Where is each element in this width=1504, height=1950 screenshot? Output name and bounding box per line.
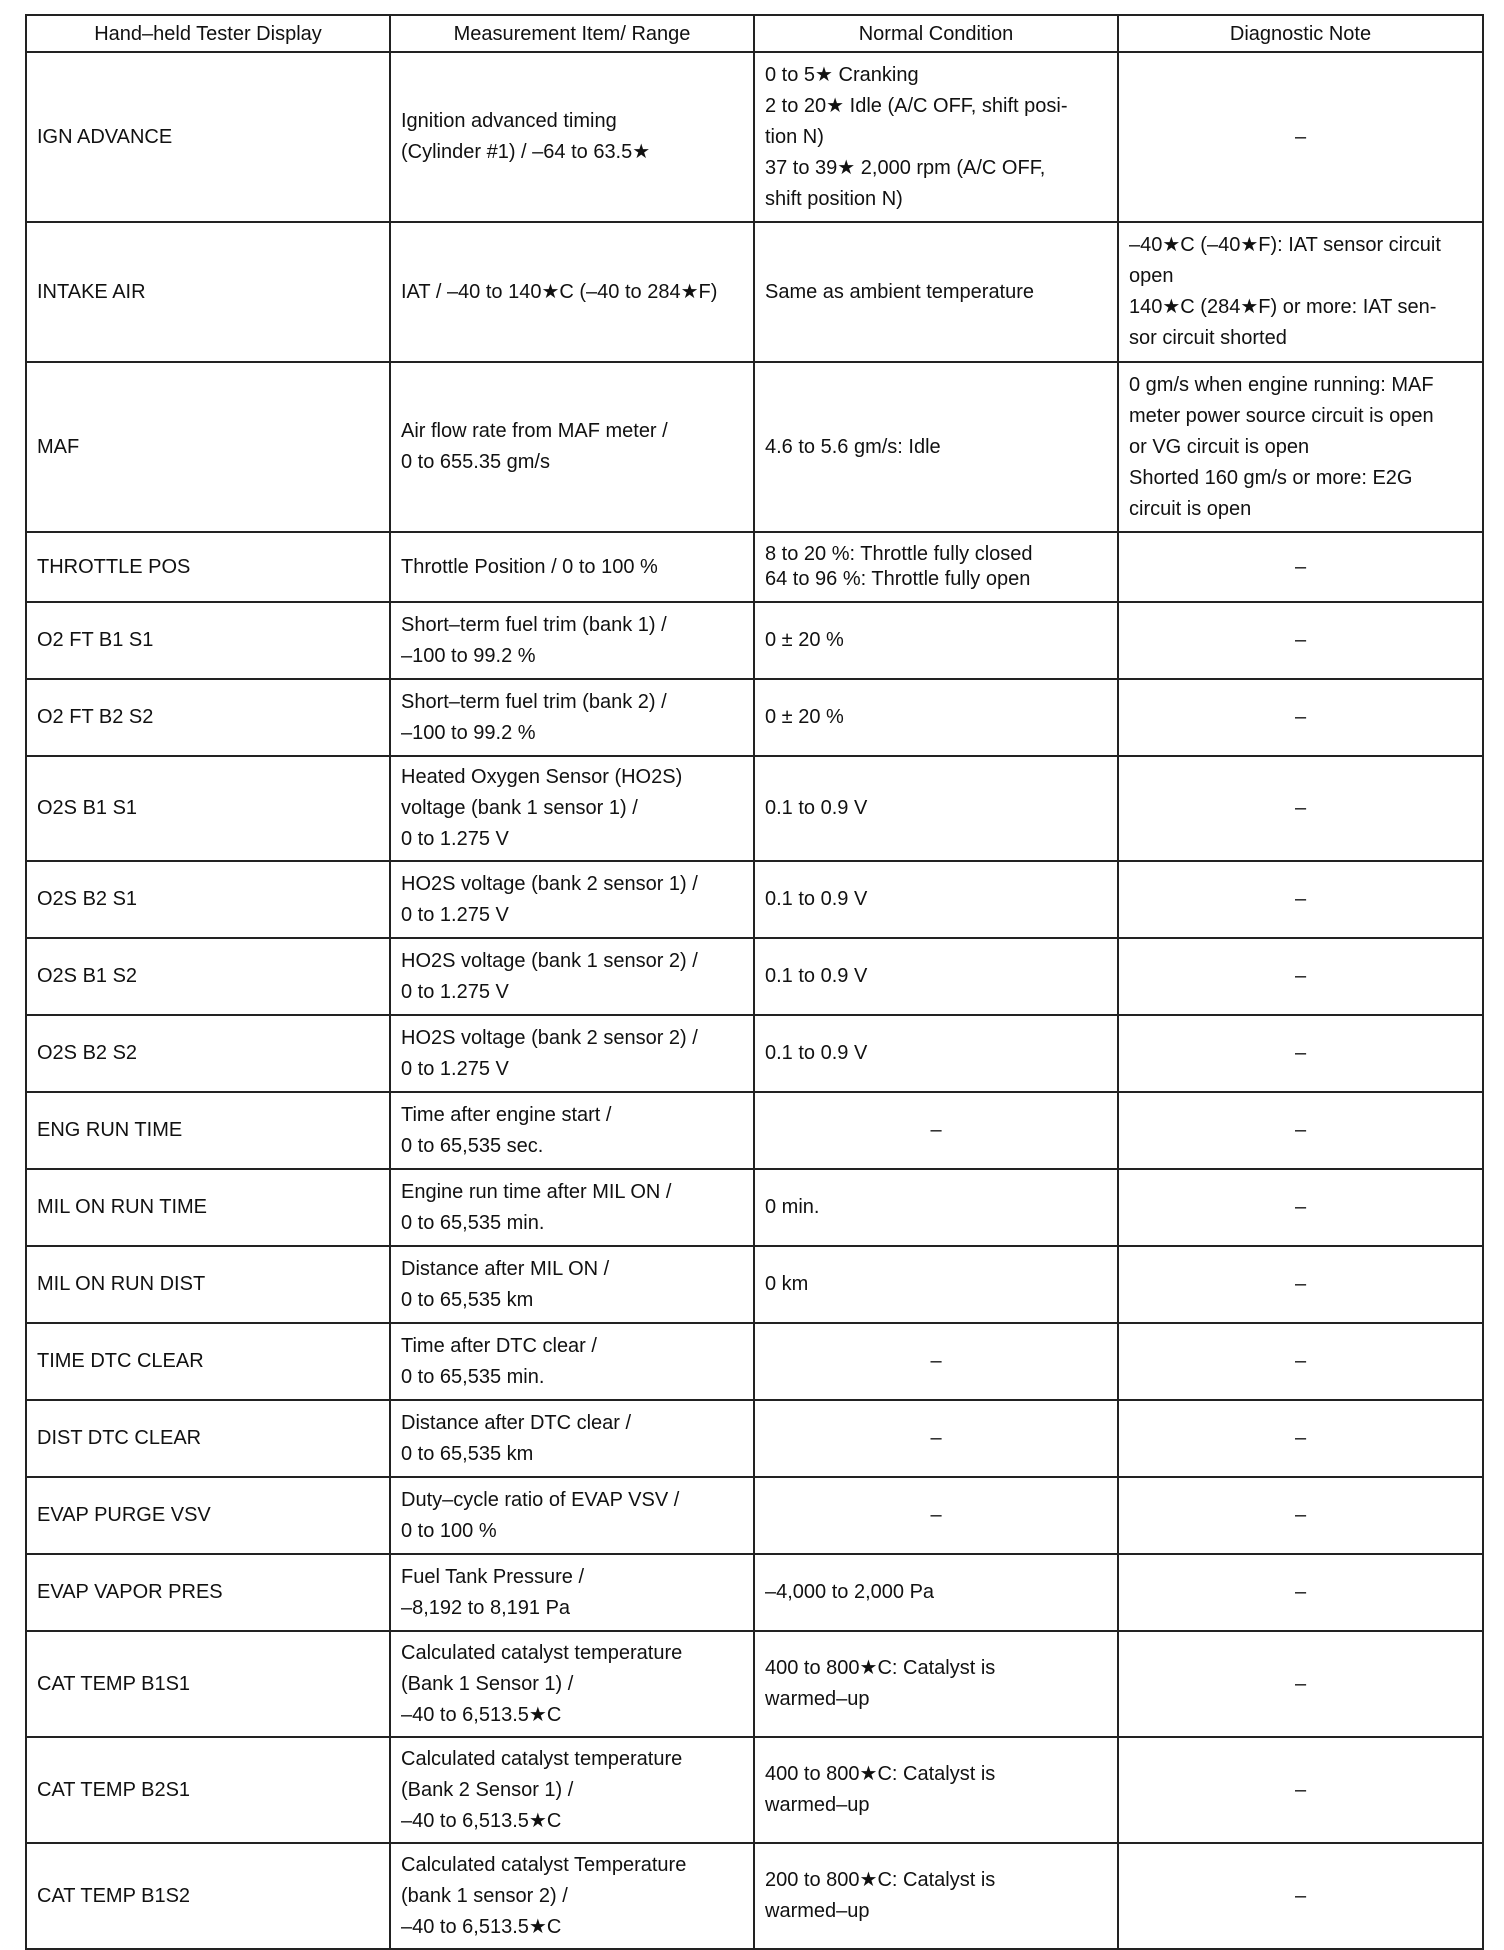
measurement-item-cell [390,1843,754,1949]
table-row [26,602,1483,679]
cell-text-line: – [1294,1884,1307,1907]
cell-text-line: INTAKE AIR [37,280,146,303]
cell-text-line: –40★C (–40★F): IAT sensor circuit [1129,234,1441,256]
tester-display-cell [26,756,390,861]
table-row [26,1246,1483,1323]
cell-text-line: warmed–up [765,1794,870,1816]
diagnostic-note-cell [1118,1631,1483,1737]
cell-text-line: Time after engine start / [401,1103,612,1126]
cell-text-line: 8 to 20 %: Throttle fully closed [765,543,1033,565]
cell-text-line: 2 to 20★ Idle (A/C OFF, shift posi- [765,94,1068,117]
cell-text-line: 0.1 to 0.9 V [765,797,868,819]
tester-display-cell [26,1631,390,1737]
normal-condition-cell [754,1323,1118,1400]
cell-text-line: 0 to 1.275 V [401,1057,509,1080]
diagnostic-note-cell [1118,861,1483,938]
table-row [26,1169,1483,1246]
cell-text-line: Calculated catalyst Temperature [401,1853,687,1876]
cell-text-line: Fuel Tank Pressure / [401,1565,585,1588]
cell-text-line: DIST DTC CLEAR [37,1427,202,1449]
cell-text-line: – [930,1504,942,1526]
cell-text-line: 0 ± 20 % [765,629,844,651]
normal-condition-cell [754,1843,1118,1949]
measurement-item-cell [390,1246,754,1323]
cell-text-line: HO2S voltage (bank 2 sensor 1) / [401,872,698,895]
cell-text-line: 0 to 1.275 V [401,903,509,926]
cell-text-line: tion N) [765,125,824,148]
cell-text-line: – [1294,706,1307,728]
cell-text-line: 0.1 to 0.9 V [765,888,868,910]
normal-condition-cell [754,938,1118,1015]
cell-text-line: – [1294,1672,1307,1695]
cell-text-line: 0 to 65,535 km [401,1288,534,1311]
measurement-item-cell [390,1737,754,1843]
cell-text-line: Short–term fuel trim (bank 2) / [401,690,667,713]
cell-text-line: O2S B2 S1 [37,888,138,910]
table-row [26,938,1483,1015]
cell-text-line: – [1294,1778,1307,1801]
cell-text-line: – [1294,797,1307,819]
cell-text-line: 0.1 to 0.9 V [765,965,868,987]
cell-text-line: Time after DTC clear / [401,1334,597,1357]
tester-display-cell [26,1092,390,1169]
cell-text-line: Air flow rate from MAF meter / [401,420,668,442]
data-list-sheet [25,14,1482,1950]
table-row [26,1477,1483,1554]
cell-text-line: MAF [37,435,80,458]
normal-condition-cell [754,1246,1118,1323]
table-header [26,15,1483,52]
measurement-item-cell [390,602,754,679]
cell-text-line: (Cylinder #1) / –64 to 63.5★ [401,141,651,163]
cell-text-line: –8,192 to 8,191 Pa [401,1596,571,1619]
cell-text-line: – [1294,555,1307,578]
cell-text-line: (Bank 2 Sensor 1) / [401,1778,574,1801]
table-row [26,1400,1483,1477]
tester-display-cell [26,861,390,938]
tester-display-cell [26,1843,390,1949]
tester-display-cell [26,1737,390,1843]
diagnostic-note-cell [1118,362,1483,532]
cell-text-line: 0 to 1.275 V [401,828,509,850]
table-row [26,1554,1483,1631]
diagnostic-note-cell [1118,52,1483,222]
measurement-item-cell [390,222,754,362]
normal-condition-cell [754,679,1118,756]
tester-display-cell [26,1554,390,1631]
normal-condition-cell [754,602,1118,679]
cell-text-line: – [930,1119,942,1141]
cell-text-line: (bank 1 sensor 2) / [401,1884,568,1907]
cell-text-line: – [1294,629,1307,651]
measurement-item-cell [390,532,754,602]
data-list-table [25,14,1484,1950]
cell-text-line: – [1294,1042,1307,1064]
cell-text-line: O2S B1 S1 [37,797,138,819]
normal-condition-cell [754,222,1118,362]
measurement-item-cell [390,1400,754,1477]
cell-text-line: 400 to 800★C: Catalyst is [765,1657,996,1679]
cell-text-line: 0 to 100 % [401,1519,497,1542]
cell-text-line: Short–term fuel trim (bank 1) / [401,613,667,636]
cell-text-line: O2S B2 S2 [37,1042,138,1064]
normal-condition-cell [754,1015,1118,1092]
cell-text-line: voltage (bank 1 sensor 1) / [401,797,638,819]
measurement-item-cell [390,1631,754,1737]
measurement-item-cell [390,1554,754,1631]
cell-text-line: Throttle Position / 0 to 100 % [401,555,658,578]
cell-text-line: CAT TEMP B1S2 [37,1884,191,1907]
cell-text-line: 0 to 65,535 min. [401,1365,545,1388]
diagnostic-note-cell [1118,1477,1483,1554]
cell-text-line: O2 FT B2 S2 [37,706,154,728]
diagnostic-note-cell [1118,1843,1483,1949]
cell-text-line: – [1294,1581,1307,1603]
cell-text-line: – [1294,1196,1307,1218]
table-row [26,1737,1483,1843]
cell-text-line: – [930,1350,942,1372]
cell-text-line: –100 to 99.2 % [401,721,536,744]
diagnostic-note-cell [1118,1246,1483,1323]
table-row [26,1015,1483,1092]
cell-text-line: MIL ON RUN DIST [37,1273,206,1295]
header-measurement-item: Measurement Item/ Range [390,15,754,52]
header-diagnostic-note: Diagnostic Note [1118,15,1483,52]
table-row [26,1323,1483,1400]
diagnostic-note-cell [1118,532,1483,602]
cell-text-line: EVAP PURGE VSV [37,1504,211,1526]
cell-text-line: IAT / –40 to 140★C (–40 to 284★F) [401,280,718,303]
cell-text-line: –4,000 to 2,000 Pa [765,1581,935,1603]
tester-display-cell [26,52,390,222]
cell-text-line: Same as ambient temperature [765,280,1035,303]
cell-text-line: Shorted 160 gm/s or more: E2G [1129,466,1413,489]
cell-text-line: Distance after MIL ON / [401,1257,610,1280]
cell-text-line: warmed–up [765,1688,870,1710]
cell-text-line: Calculated catalyst temperature [401,1641,683,1664]
diagnostic-note-cell [1118,1169,1483,1246]
cell-text-line: 4.6 to 5.6 gm/s: Idle [765,435,941,458]
cell-text-line: 200 to 800★C: Catalyst is [765,1869,996,1891]
diagnostic-note-cell [1118,1323,1483,1400]
cell-text-line: 64 to 96 %: Throttle fully open [765,568,1031,590]
normal-condition-cell [754,1400,1118,1477]
diagnostic-note-cell [1118,1092,1483,1169]
cell-text-line: ENG RUN TIME [37,1119,183,1141]
header-tester-display: Hand–held Tester Display [26,15,390,52]
cell-text-line: HO2S voltage (bank 1 sensor 2) / [401,949,698,972]
normal-condition-cell [754,362,1118,532]
table-body [26,52,1483,1949]
measurement-item-cell [390,679,754,756]
table-row [26,1843,1483,1949]
cell-text-line: MIL ON RUN TIME [37,1196,208,1218]
tester-display-cell [26,1246,390,1323]
table-row [26,532,1483,602]
cell-text-line: –100 to 99.2 % [401,644,536,667]
diagnostic-note-cell [1118,756,1483,861]
cell-text-line: O2 FT B1 S1 [37,629,154,651]
cell-text-line: CAT TEMP B1S1 [37,1672,191,1695]
cell-text-line: Duty–cycle ratio of EVAP VSV / [401,1488,680,1511]
cell-text-line: EVAP VAPOR PRES [37,1581,223,1603]
diagnostic-note-cell [1118,1554,1483,1631]
cell-text-line: 0.1 to 0.9 V [765,1042,868,1064]
tester-display-cell [26,679,390,756]
cell-text-line: – [1294,125,1307,148]
cell-text-line: shift position N) [765,187,903,210]
tester-display-cell [26,1169,390,1246]
measurement-item-cell [390,1092,754,1169]
measurement-item-cell [390,1169,754,1246]
measurement-item-cell [390,756,754,861]
cell-text-line: – [930,1427,942,1449]
cell-text-line: Distance after DTC clear / [401,1411,632,1434]
measurement-item-cell [390,861,754,938]
cell-text-line: – [1294,888,1307,910]
cell-text-line: 0 km [765,1273,809,1295]
cell-text-line: THROTTLE POS [37,555,191,578]
measurement-item-cell [390,1477,754,1554]
measurement-item-cell [390,362,754,532]
diagnostic-note-cell [1118,1737,1483,1843]
cell-text-line: 140★C (284★F) or more: IAT sen- [1129,296,1437,318]
cell-text-line: –40 to 6,513.5★C [401,1809,562,1832]
table-row [26,1631,1483,1737]
table-row [26,679,1483,756]
diagnostic-note-cell [1118,602,1483,679]
cell-text-line: Engine run time after MIL ON / [401,1180,672,1203]
cell-text-line: – [1294,1273,1307,1295]
normal-condition-cell [754,1477,1118,1554]
cell-text-line: 37 to 39★ 2,000 rpm (A/C OFF, [765,156,1046,179]
cell-text-line: 0 gm/s when engine running: MAF [1129,373,1434,396]
diagnostic-note-cell [1118,938,1483,1015]
header-row [26,15,1483,52]
table-row [26,861,1483,938]
normal-condition-cell [754,1169,1118,1246]
cell-text-line: –40 to 6,513.5★C [401,1915,562,1938]
diagnostic-note-cell [1118,679,1483,756]
cell-text-line: 0 to 65,535 km [401,1442,534,1465]
tester-display-cell [26,362,390,532]
normal-condition-cell [754,861,1118,938]
cell-text-line: – [1294,965,1307,987]
cell-text-line: – [1294,1350,1307,1372]
measurement-item-cell [390,1015,754,1092]
diagnostic-note-cell [1118,1015,1483,1092]
table-row [26,1092,1483,1169]
cell-text-line: circuit is open [1129,497,1252,520]
cell-text-line: HO2S voltage (bank 2 sensor 2) / [401,1026,698,1049]
cell-text-line: Calculated catalyst temperature [401,1747,683,1770]
cell-text-line: 0 to 1.275 V [401,980,509,1003]
normal-condition-cell [754,1737,1118,1843]
table-row [26,52,1483,222]
table-row [26,222,1483,362]
table-row [26,756,1483,861]
cell-text-line: – [1294,1427,1307,1449]
cell-text-line: 0 ± 20 % [765,706,844,728]
cell-text-line: CAT TEMP B2S1 [37,1778,191,1801]
diagnostic-note-cell [1118,1400,1483,1477]
cell-text-line: sor circuit shorted [1129,327,1287,349]
cell-text-line: IGN ADVANCE [37,125,173,148]
measurement-item-cell [390,1323,754,1400]
tester-display-cell [26,602,390,679]
cell-text-line: – [1294,1504,1307,1526]
cell-text-line: meter power source circuit is open [1129,404,1434,427]
header-normal-condition: Normal Condition [754,15,1118,52]
normal-condition-cell [754,52,1118,222]
cell-text-line: 400 to 800★C: Catalyst is [765,1763,996,1785]
normal-condition-cell [754,1554,1118,1631]
normal-condition-cell [754,532,1118,602]
cell-text-line: 0 min. [765,1196,820,1218]
cell-text-line: warmed–up [765,1900,870,1922]
normal-condition-cell [754,756,1118,861]
table-row [26,362,1483,532]
cell-text-line: 0 to 65,535 sec. [401,1134,544,1157]
cell-text-line: Ignition advanced timing [401,110,617,132]
measurement-item-cell [390,938,754,1015]
tester-display-cell [26,1477,390,1554]
cell-text-line: 0 to 65,535 min. [401,1211,545,1234]
cell-text-line: TIME DTC CLEAR [37,1350,204,1372]
tester-display-cell [26,222,390,362]
tester-display-cell [26,1015,390,1092]
tester-display-cell [26,532,390,602]
cell-text-line: – [1294,1119,1307,1141]
tester-display-cell [26,1400,390,1477]
normal-condition-cell [754,1092,1118,1169]
cell-text-line: (Bank 1 Sensor 1) / [401,1672,574,1695]
measurement-item-cell [390,52,754,222]
diagnostic-note-cell [1118,222,1483,362]
cell-text-line: 0 to 5★ Cranking [765,63,919,86]
tester-display-cell [26,938,390,1015]
cell-text-line: 0 to 655.35 gm/s [401,451,550,473]
tester-display-cell [26,1323,390,1400]
normal-condition-cell [754,1631,1118,1737]
cell-text-line: or VG circuit is open [1129,435,1310,458]
cell-text-line: –40 to 6,513.5★C [401,1703,562,1726]
cell-text-line: Heated Oxygen Sensor (HO2S) [401,766,683,788]
cell-text-line: open [1129,265,1174,287]
cell-text-line: O2S B1 S2 [37,965,138,987]
